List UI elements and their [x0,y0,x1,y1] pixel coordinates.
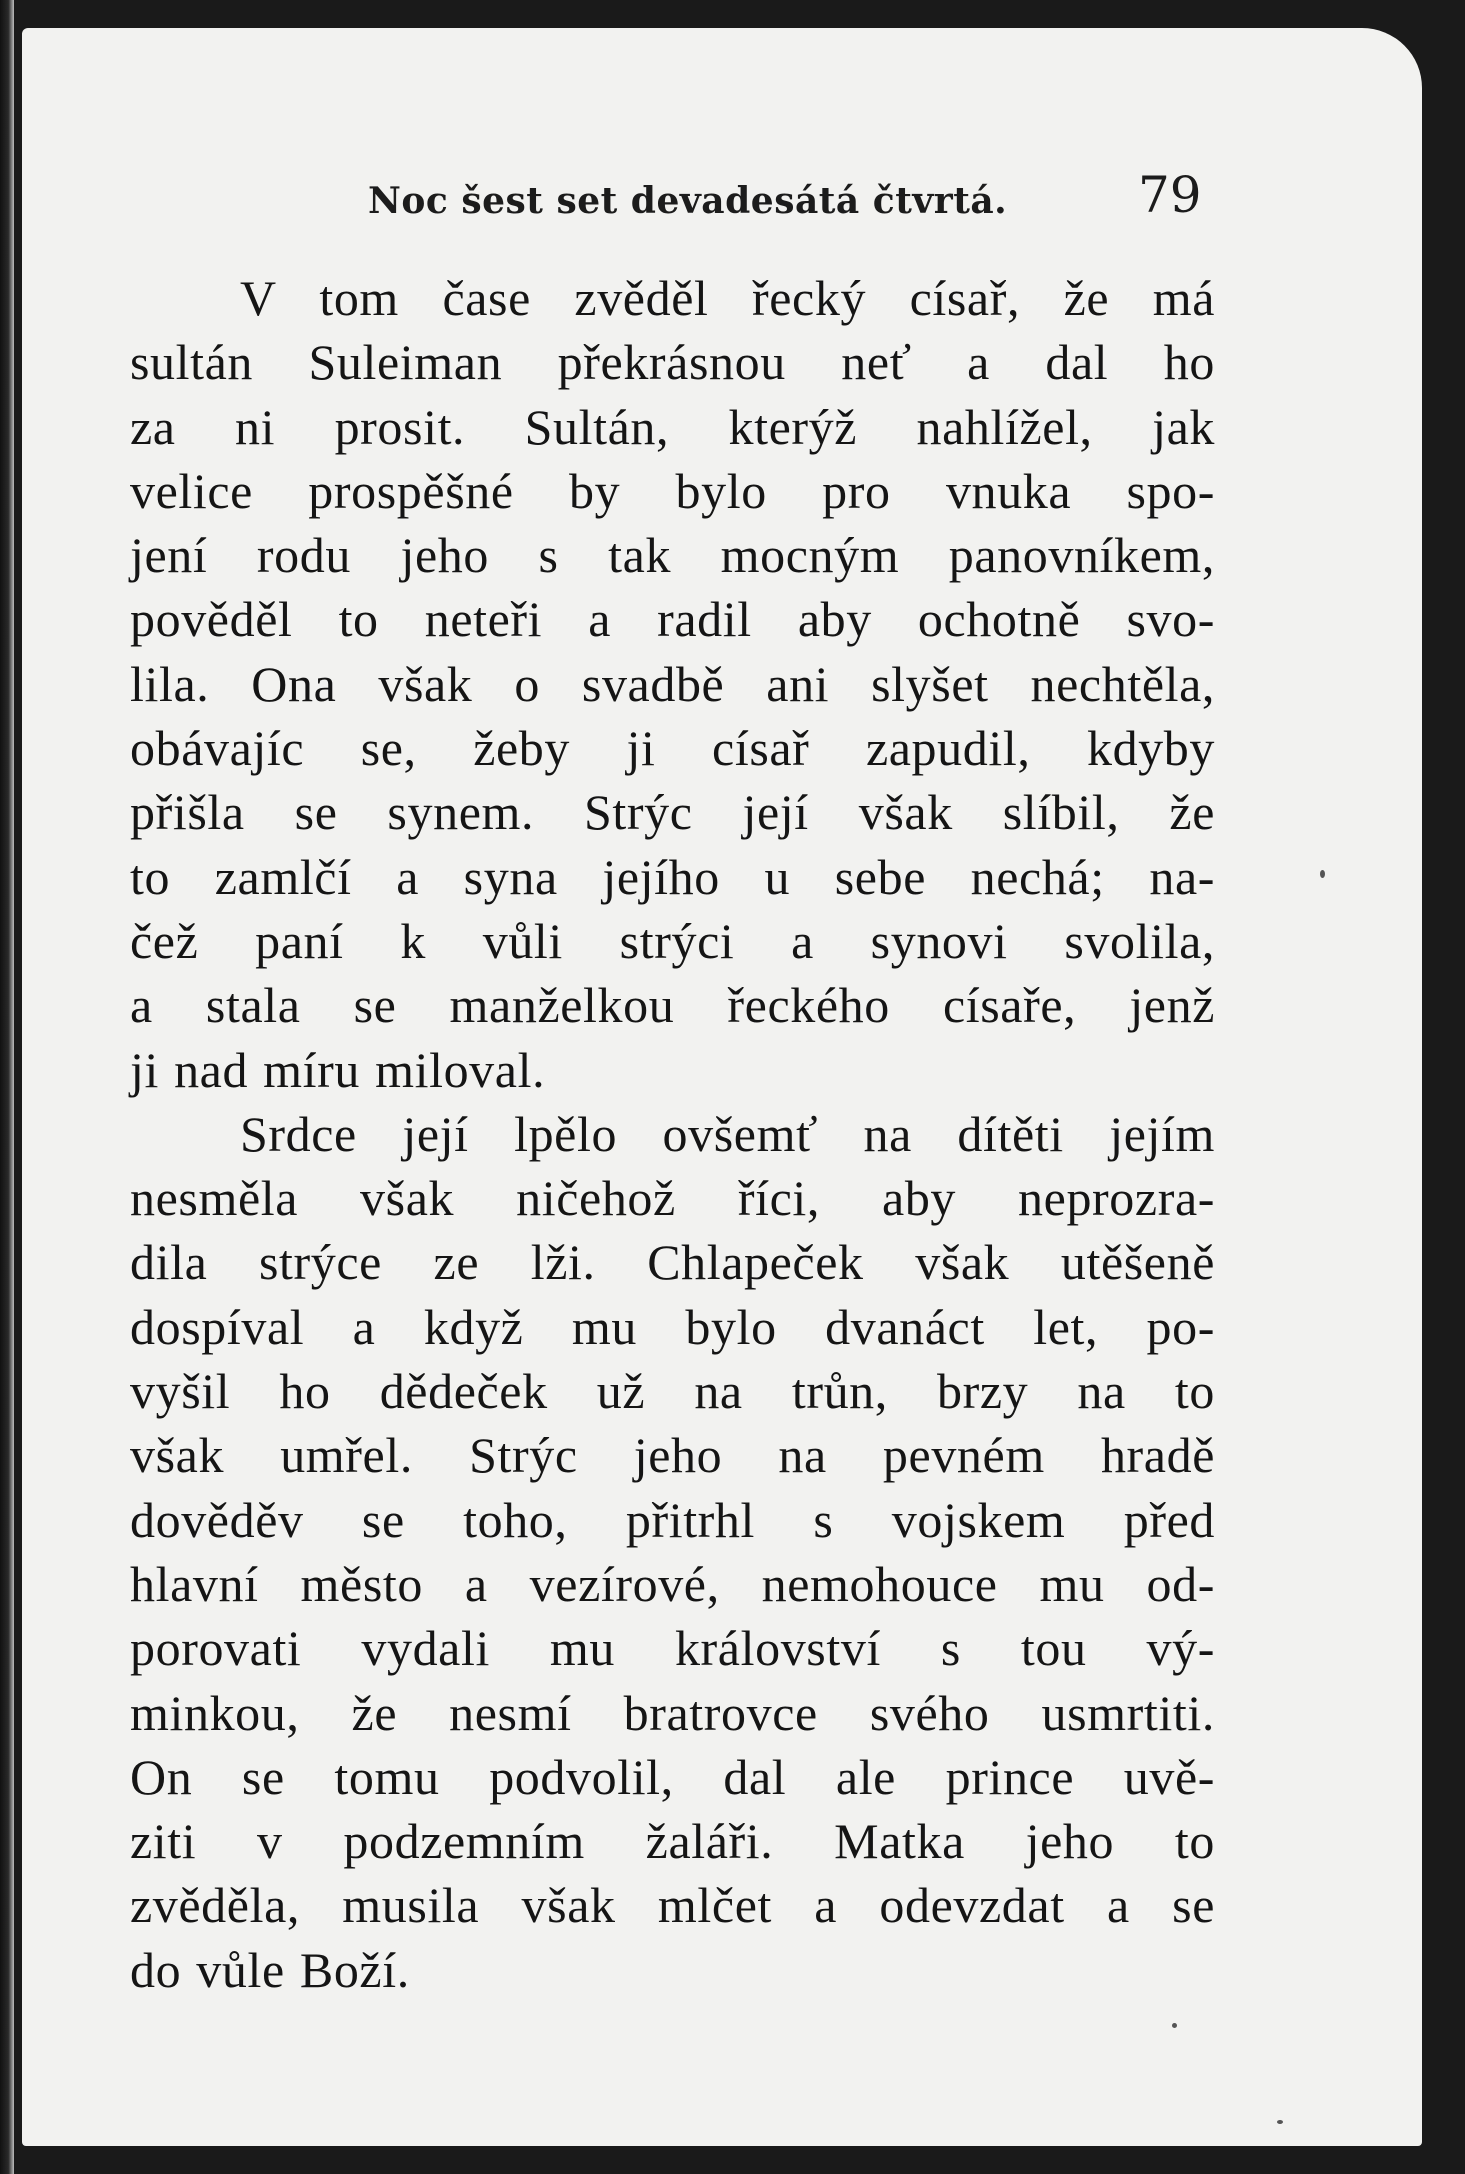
text-line: jení rodu jeho s tak mocným panovníkem, [130,527,1215,584]
text-line: za ni prosit. Sultán, kterýž nahlížel, jak [130,398,1215,455]
text-line: dospíval a když mu bylo dvanáct let, po- [130,1298,1215,1355]
text-line: dila strýce ze lži. Chlapeček však utěšeně [130,1234,1215,1291]
paper-speck [1172,2023,1177,2028]
paragraph [130,1102,1215,2002]
text-line: čež paní k vůli strýci a synovi svolila, [130,912,1215,969]
text-line: ji nad míru miloval. [130,1041,546,1098]
text-line: obávajíc se, žeby ji císař zapudil, kdyby [130,720,1215,777]
text-line: On se tomu podvolil, dal ale prince uvě- [130,1748,1215,1805]
scan-edge [0,0,14,2174]
text-line: minkou, že nesmí bratrovce svého usmrtiti. [130,1684,1215,1741]
page-number: 79 [1138,166,1202,224]
paper-speck [1277,2120,1283,2124]
text-line: zvěděla, musila však mlčet a odevzdat a se [130,1877,1215,1934]
text-line: však umřel. Strýc jeho na pevném hradě [130,1427,1215,1484]
text-line: pověděl to neteři a radil aby ochotně svo- [130,591,1215,648]
text-line: lila. Ona však o svadbě ani slyšet nechtěla, [130,655,1215,712]
running-title: Noc šest set devadesátá čtvrtá. [368,180,1008,222]
text-line: nesměla však ničehož říci, aby neprozra- [130,1170,1215,1227]
text-line: to zamlčí a syna jejího u sebe nechá; na- [130,848,1215,905]
book-page [22,28,1422,2146]
text-line: porovati vydali mu království s tou vý- [130,1620,1215,1677]
text-line: hlavní město a vezírové, nemohouce mu od- [130,1555,1215,1612]
paragraph [130,266,1215,1102]
page-header [22,166,1422,236]
paper-speck [1320,870,1325,878]
text-line: Srdce její lpělo ovšemť na dítěti jejím [240,1105,1215,1162]
text-line: do vůle Boží. [130,1941,410,1998]
text-line: ziti v podzemním žaláři. Matka jeho to [130,1813,1215,1870]
body-text [130,266,1215,2002]
text-line: sultán Suleiman překrásnou neť a dal ho [130,334,1215,391]
text-line: přišla se synem. Strýc její však slíbil, že [130,784,1215,841]
text-line: vyšil ho dědeček už na trůn, brzy na to [130,1363,1215,1420]
text-line: a stala se manželkou řeckého císaře, jenž [130,977,1215,1034]
text-line: dověděv se toho, přitrhl s vojskem před [130,1491,1215,1548]
text-line: velice prospěšné by bylo pro vnuka spo- [130,462,1215,519]
text-line: V tom čase zvěděl řecký císař, že má [240,270,1215,326]
